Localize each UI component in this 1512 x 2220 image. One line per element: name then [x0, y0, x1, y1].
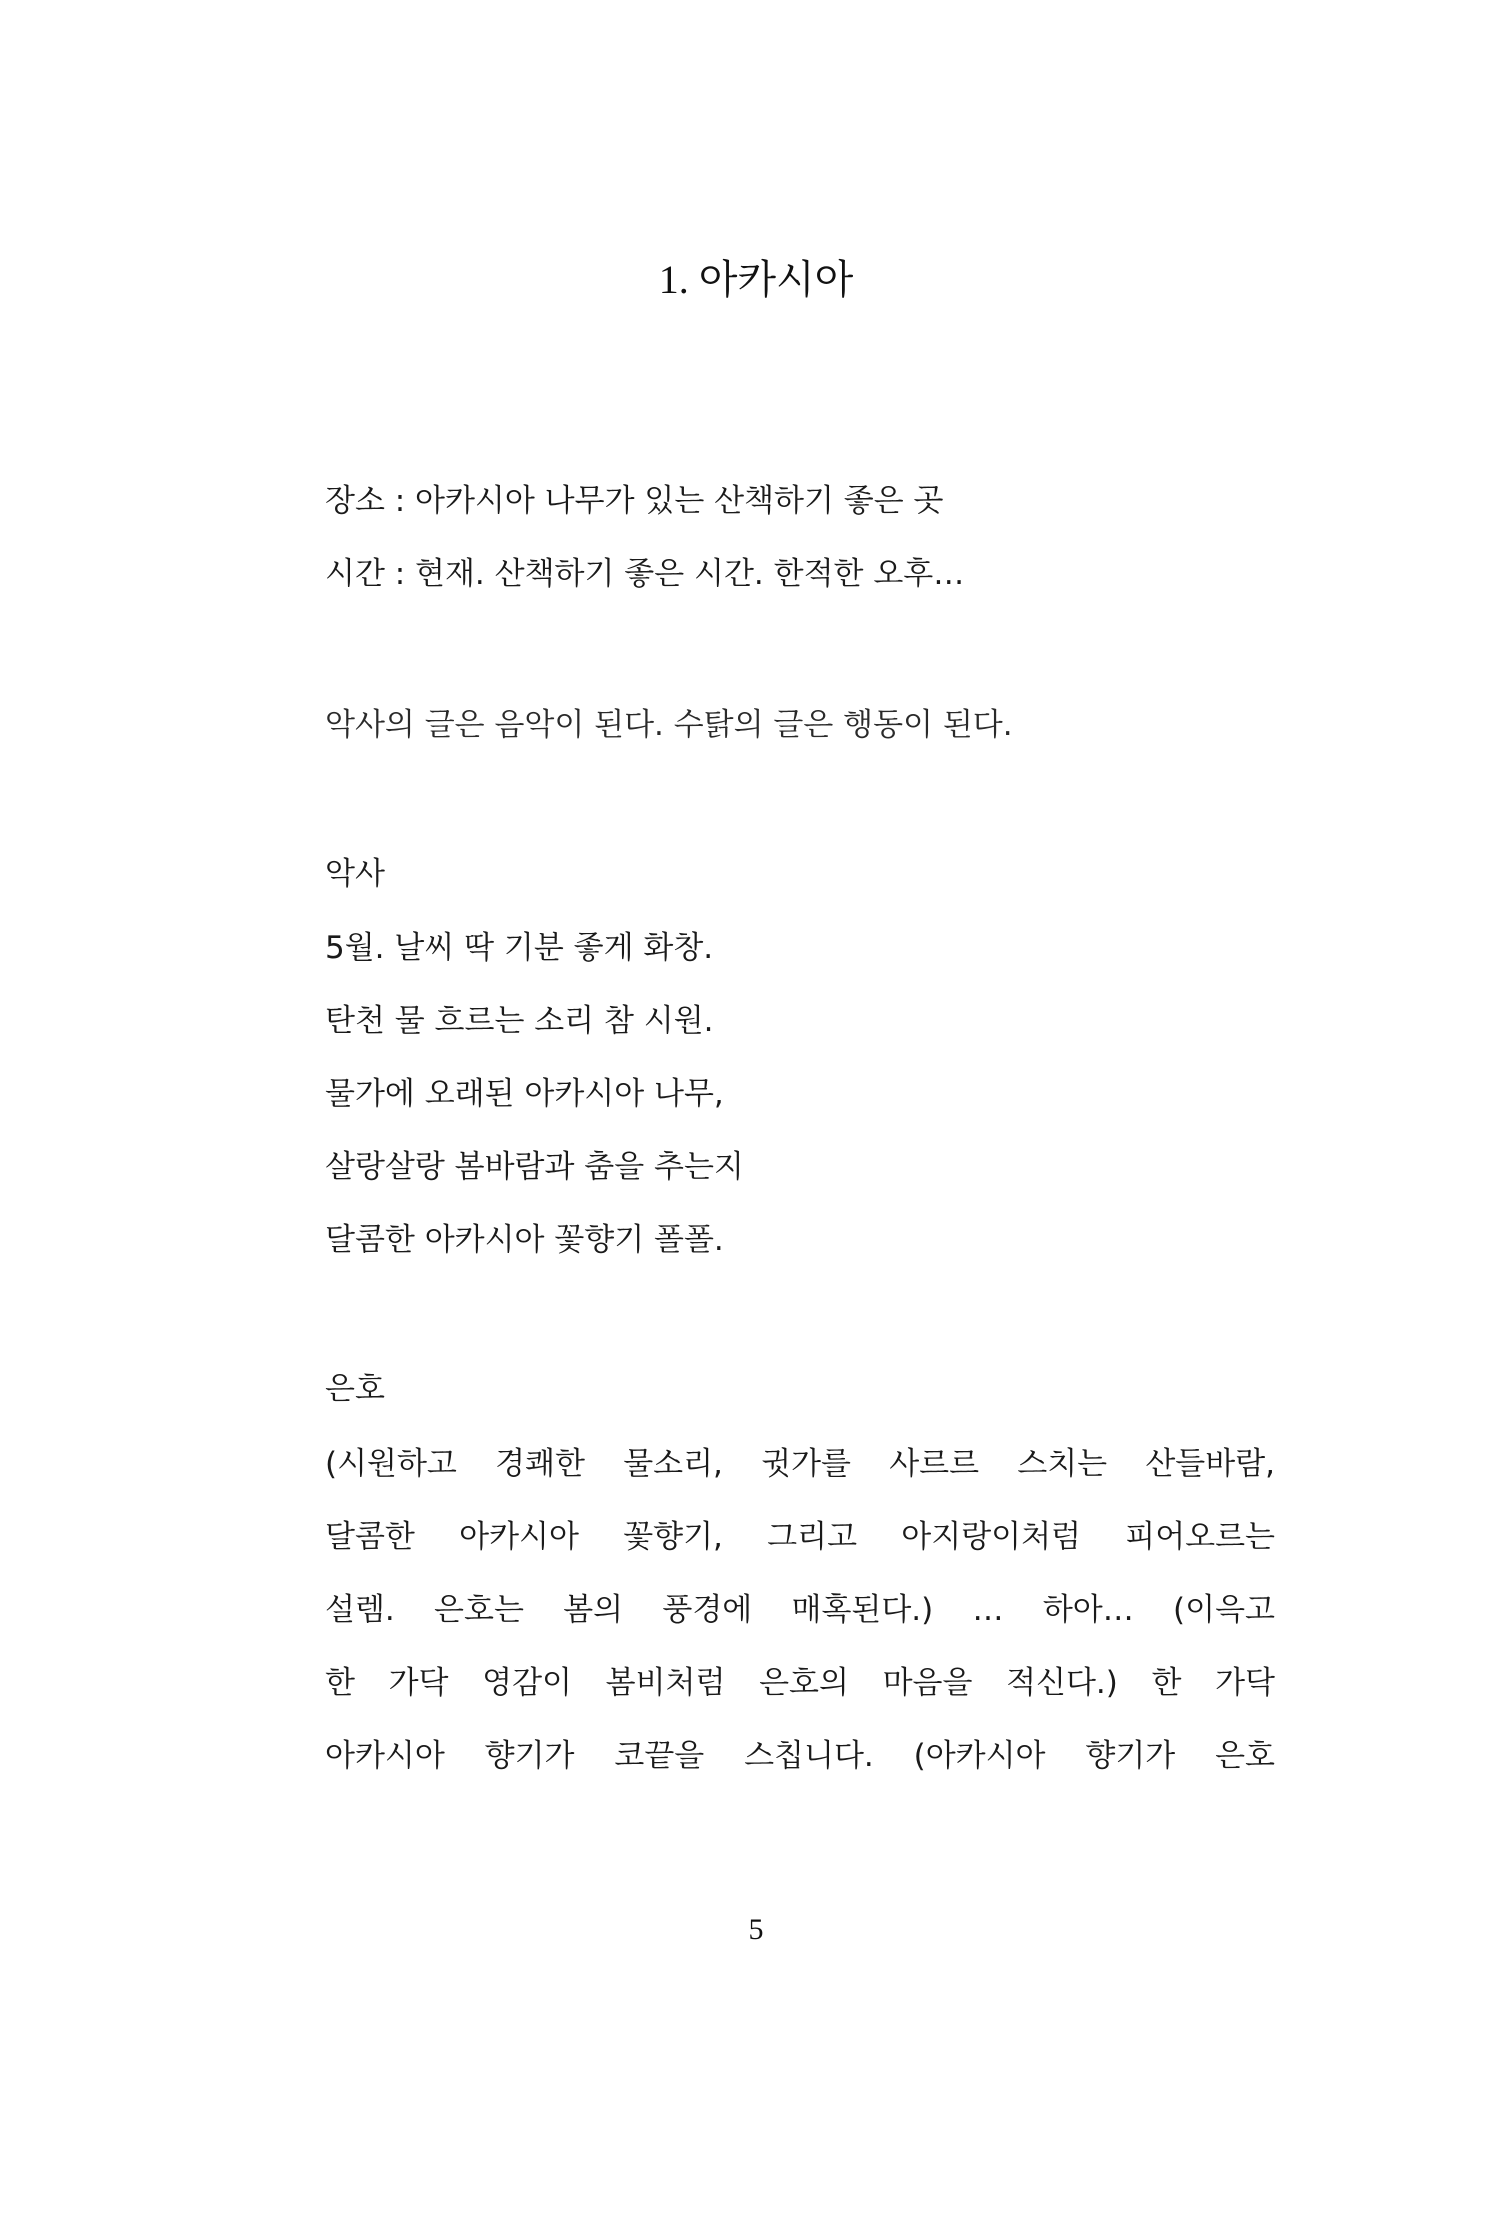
dialogue-line: 달콤한 아카시아 꽃향기, 그리고 아지랑이처럼 피어오르는 — [325, 1519, 1275, 1555]
verse-line: 달콤한 아카시아 꽃향기 폴폴. — [325, 1222, 724, 1258]
verse-line: 탄천 물 흐르는 소리 참 시원. — [325, 1003, 714, 1039]
verse-line: 5월. 날씨 딱 기분 좋게 화창. — [325, 930, 714, 966]
dialogue-line: 한 가닥 영감이 봄비처럼 은호의 마음을 적신다.) 한 가닥 — [325, 1665, 1275, 1701]
dialogue-line: (시원하고 경쾌한 물소리, 귓가를 사르르 스치는 산들바람, — [325, 1446, 1275, 1482]
page-number: 5 — [748, 1913, 764, 1946]
speaker-name-eunho: 은호 — [325, 1371, 385, 1407]
dialogue-line: 설렘. 은호는 봄의 풍경에 매혹된다.) … 하아… (이윽고 — [325, 1592, 1275, 1628]
verse-line: 물가에 오래된 아카시아 나무, — [325, 1076, 724, 1112]
epigraph: 악사의 글은 음악이 된다. 수탉의 글은 행동이 된다. — [325, 707, 1013, 743]
dialogue-line: 아카시아 향기가 코끝을 스칩니다. (아카시아 향기가 은호 — [325, 1738, 1275, 1774]
chapter-title: 1. 아카시아 — [658, 257, 854, 302]
setting-place: 장소 : 아카시아 나무가 있는 산책하기 좋은 곳 — [325, 483, 944, 519]
setting-time: 시간 : 현재. 산책하기 좋은 시간. 한적한 오후… — [325, 556, 965, 592]
speaker-name-aksa: 악사 — [325, 856, 385, 892]
verse-line: 살랑살랑 봄바람과 춤을 추는지 — [325, 1149, 744, 1185]
